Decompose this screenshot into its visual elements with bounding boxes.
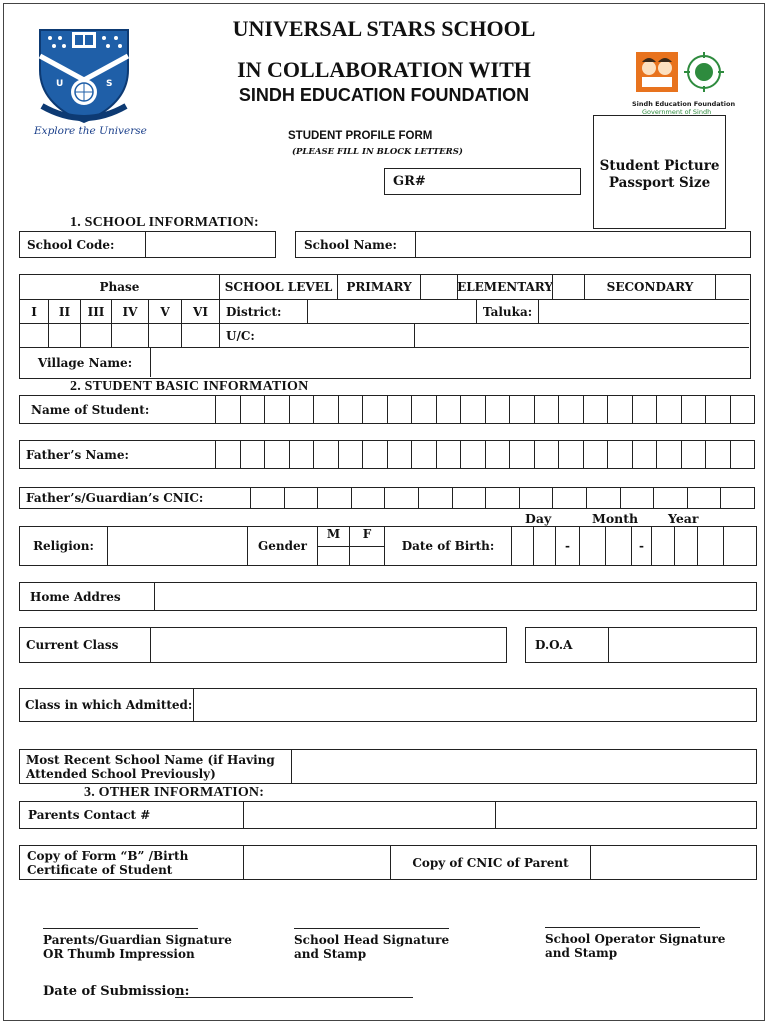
dob-year-1[interactable]: [651, 527, 674, 565]
form-subtitle: (PLEASE FILL IN BLOCK LETTERS): [292, 147, 463, 157]
recent-school-label: [20, 750, 291, 783]
parent-signature-line[interactable]: [43, 928, 198, 929]
school-code-row: [19, 231, 276, 258]
gr-number-field[interactable]: [384, 168, 581, 195]
phase-vi-checkbox[interactable]: [181, 324, 219, 347]
section-school-info: 1. SCHOOL INFORMATION:: [70, 215, 259, 230]
dob-year-4[interactable]: [723, 527, 756, 565]
male-label: M: [318, 527, 349, 547]
head-signature-label-1: School Head Signature: [294, 933, 450, 947]
dob-day-label: Day: [525, 511, 552, 526]
religion-input[interactable]: [107, 527, 247, 565]
secondary-label: SECONDARY: [584, 275, 715, 299]
current-class-input[interactable]: [150, 628, 506, 662]
sef-logo-gov: Government of Sindh: [642, 108, 712, 116]
current-class-row: [19, 627, 507, 663]
dob-dash-2: -: [631, 527, 651, 565]
cnic-boxes[interactable]: [250, 488, 754, 508]
district-input[interactable]: [307, 300, 476, 323]
parent-signature-label: [43, 933, 232, 961]
section-student-info: 2. STUDENT BASIC INFORMATION: [70, 379, 309, 394]
phase-ii: II: [48, 300, 80, 323]
operator-signature-label-2: and Stamp: [545, 946, 618, 960]
student-name-row: [19, 395, 755, 424]
taluka-input[interactable]: [538, 300, 749, 323]
school-name-row: [295, 231, 751, 258]
dob-month-label: Month: [592, 511, 639, 526]
school-name-heading: UNIVERSAL STARS SCHOOL: [232, 16, 536, 41]
phase-ii-checkbox[interactable]: [48, 324, 80, 347]
dob-year-2[interactable]: [674, 527, 697, 565]
dob-day-2[interactable]: [533, 527, 555, 565]
doa-row: [525, 627, 757, 663]
photo-label-1: Student Picture: [599, 158, 720, 174]
dob-year-label: Year: [668, 511, 699, 526]
cnic-row: [19, 487, 755, 509]
parents-contact-input-1[interactable]: [243, 802, 495, 828]
student-name-label: Name of Student:: [31, 402, 150, 417]
school-name-label: School Name:: [304, 237, 397, 252]
operator-signature-label: [545, 932, 725, 960]
phase-i-checkbox[interactable]: [20, 324, 48, 347]
recent-school-row: [19, 749, 757, 784]
father-name-label: Father’s Name:: [26, 447, 129, 462]
female-label: F: [350, 527, 384, 547]
parents-contact-row: [19, 801, 757, 829]
phase-v-checkbox[interactable]: [148, 324, 181, 347]
documents-row: [19, 845, 757, 880]
phase-iii-checkbox[interactable]: [80, 324, 111, 347]
dob-label: Date of Birth:: [384, 527, 511, 565]
father-name-boxes[interactable]: [215, 441, 754, 468]
phase-i: I: [31, 304, 37, 319]
village-input[interactable]: [150, 348, 749, 377]
sef-logo-name: Sindh Education Foundation: [632, 100, 736, 108]
cnic-parent-label: Copy of CNIC of Parent: [390, 846, 590, 879]
gr-label: GR#: [393, 174, 426, 189]
current-class-label: Current Class: [26, 638, 119, 652]
school-name-input[interactable]: [415, 232, 750, 257]
home-address-input[interactable]: [154, 583, 756, 610]
parent-signature-label-2: OR Thumb Impression: [43, 947, 195, 961]
phase-vi: VI: [181, 300, 219, 323]
elementary-checkbox[interactable]: [552, 275, 584, 299]
primary-checkbox[interactable]: [420, 275, 457, 299]
cnic-label: Father’s/Guardian’s CNIC:: [26, 491, 204, 505]
head-signature-line[interactable]: [294, 928, 449, 929]
religion-gender-dob-row: [19, 526, 757, 566]
section-other-info: 3. OTHER INFORMATION:: [84, 785, 265, 800]
dob-dash-1: -: [555, 527, 579, 565]
svg-text:U: U: [56, 79, 64, 89]
primary-label: PRIMARY: [337, 275, 420, 299]
dob-month-1[interactable]: [579, 527, 605, 565]
cnic-parent-checkbox[interactable]: [590, 846, 756, 879]
school-crest-logo: [32, 26, 136, 126]
svg-text:S: S: [106, 79, 113, 89]
district-label: District:: [219, 300, 307, 323]
recent-school-input[interactable]: [291, 750, 756, 783]
head-signature-label: [294, 933, 449, 961]
parents-contact-input-2[interactable]: [495, 802, 756, 828]
parent-signature-label-1: Parents/Guardian Signature: [43, 933, 232, 947]
collaboration-heading: IN COLLABORATION WITH: [237, 57, 531, 82]
form-b-label-2: Certificate of Student: [27, 862, 173, 877]
dob-year-3[interactable]: [697, 527, 723, 565]
recent-school-label-1: Most Recent School Name (if Having: [26, 752, 275, 767]
school-level-label: SCHOOL LEVEL: [219, 275, 337, 299]
form-b-label: [20, 846, 243, 879]
village-label: Village Name:: [37, 355, 133, 370]
phase-header: Phase: [99, 280, 140, 294]
gender-female-col: [349, 527, 384, 565]
foundation-heading: SINDH EDUCATION FOUNDATION: [238, 85, 530, 105]
head-signature-label-2: and Stamp: [294, 947, 367, 961]
parents-contact-label: Parents Contact #: [28, 808, 151, 822]
submission-date-label: Date of Submission:: [43, 984, 190, 999]
school-code-input[interactable]: [145, 232, 275, 257]
form-b-checkbox[interactable]: [243, 846, 390, 879]
sef-logo: [632, 50, 736, 116]
photo-label-2: Passport Size: [608, 175, 711, 191]
religion-label: Religion:: [33, 539, 94, 553]
female-checkbox[interactable]: [350, 547, 384, 565]
gender-male-col: [317, 527, 349, 565]
phase-level-table: [19, 274, 751, 379]
male-checkbox[interactable]: [318, 547, 349, 565]
form-b-label-1: Copy of Form “B” /Birth: [27, 848, 189, 863]
phase-iii: III: [80, 300, 111, 323]
home-address-row: [19, 582, 757, 611]
uc-input[interactable]: [414, 324, 749, 347]
doa-input[interactable]: [608, 628, 756, 662]
tagline: Explore the Universe: [34, 125, 147, 137]
taluka-label: Taluka:: [476, 300, 538, 323]
phase-v: V: [148, 300, 181, 323]
form-title: STUDENT PROFILE FORM: [288, 130, 433, 142]
elementary-label: ELEMENTARY: [457, 275, 552, 299]
phase-iv: IV: [111, 300, 148, 323]
school-code-label: School Code:: [27, 237, 115, 252]
dob-day-1[interactable]: [511, 527, 533, 565]
photo-box: [593, 115, 726, 229]
home-address-label: Home Addres: [30, 589, 121, 604]
student-name-boxes[interactable]: [215, 396, 754, 423]
gender-label: Gender: [247, 527, 317, 565]
phase-iv-checkbox[interactable]: [111, 324, 148, 347]
father-name-row: [19, 440, 755, 469]
submission-date-line[interactable]: [175, 997, 413, 998]
doa-label: D.O.A: [535, 638, 573, 652]
class-admitted-input[interactable]: [193, 689, 756, 721]
dob-month-2[interactable]: [605, 527, 631, 565]
class-admitted-row: [19, 688, 757, 722]
secondary-checkbox[interactable]: [715, 275, 749, 299]
recent-school-label-2: Attended School Previously): [26, 766, 216, 781]
operator-signature-label-1: School Operator Signature: [545, 932, 726, 946]
operator-signature-line[interactable]: [545, 927, 700, 928]
uc-label: U/C:: [219, 324, 414, 347]
class-admitted-label: Class in which Admitted:: [25, 698, 193, 712]
